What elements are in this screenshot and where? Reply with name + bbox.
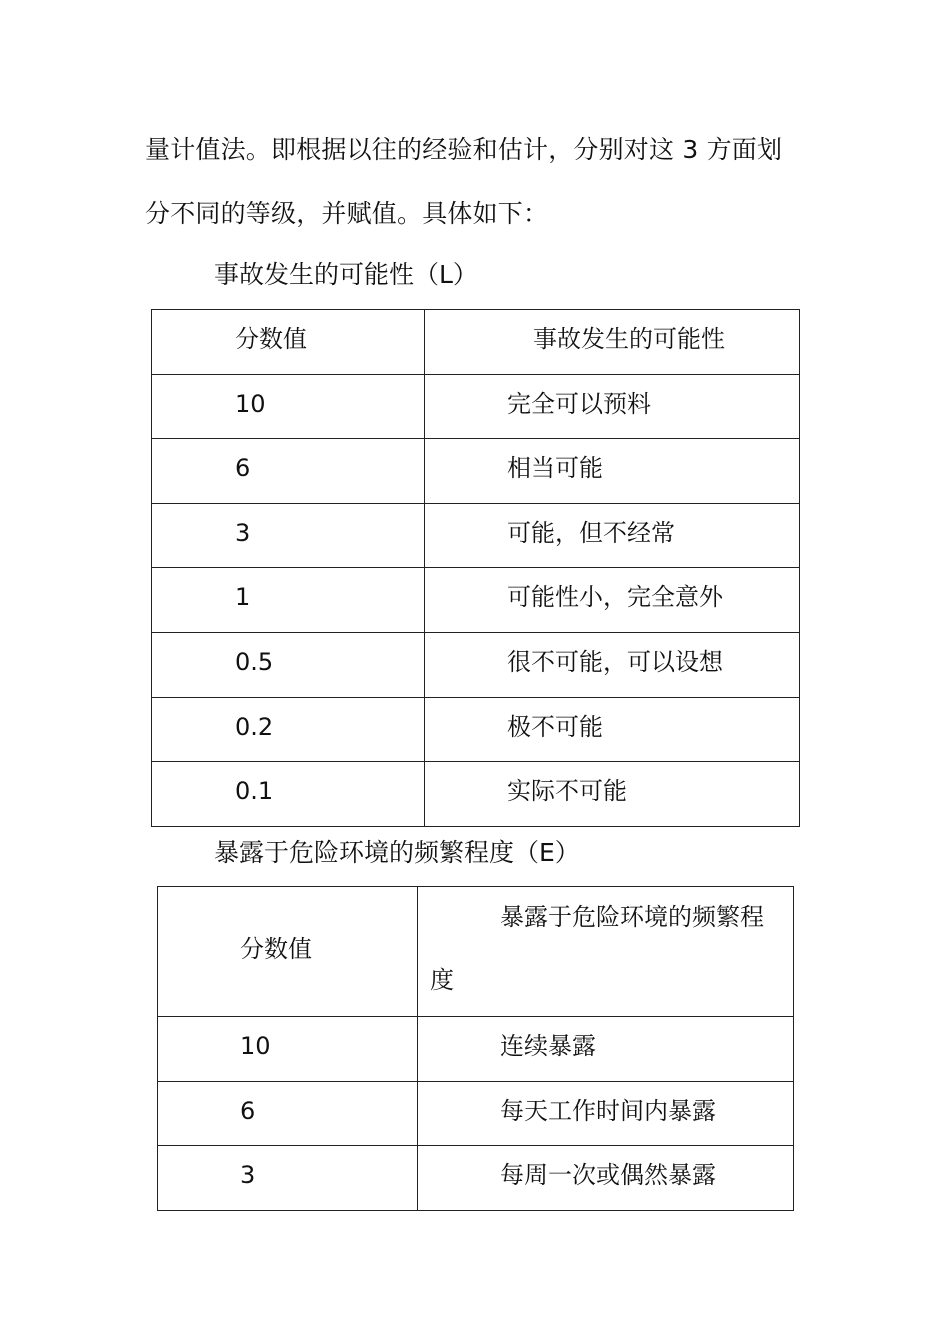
score-value: 0.5 xyxy=(235,647,274,676)
desc-value: 可能性小，完全意外 xyxy=(507,583,723,612)
score-value: 3 xyxy=(235,518,251,547)
table-e-caption: 暴露于危险环境的频繁程度（E） xyxy=(214,838,580,867)
exposure-frequency-table xyxy=(157,886,794,1211)
score-value: 0.1 xyxy=(235,777,274,806)
score-cell xyxy=(158,1017,418,1082)
score-value: 0.2 xyxy=(235,712,274,741)
intro-line-1: 量计值法。即根据以往的经验和估计，分别对这 3 方面划 xyxy=(145,135,783,164)
score-cell xyxy=(152,632,425,697)
score-value: 10 xyxy=(240,1032,271,1060)
header-cell-score xyxy=(152,310,425,375)
score-value: 10 xyxy=(235,389,266,418)
desc-cell xyxy=(425,439,800,504)
score-cell xyxy=(152,697,425,762)
desc-cell xyxy=(425,374,800,439)
table-row xyxy=(152,439,800,504)
desc-cell xyxy=(425,697,800,762)
table-row xyxy=(152,762,800,827)
table-row xyxy=(152,503,800,568)
desc-cell xyxy=(425,762,800,827)
likelihood-table xyxy=(151,309,800,827)
score-value: 6 xyxy=(235,454,251,483)
score-cell xyxy=(152,439,425,504)
desc-value: 完全可以预料 xyxy=(507,389,651,418)
desc-cell xyxy=(418,1017,794,1082)
header-cell-score xyxy=(158,887,418,1017)
desc-value: 实际不可能 xyxy=(507,777,627,806)
score-cell xyxy=(158,1146,418,1211)
desc-cell xyxy=(425,503,800,568)
desc-value: 每周一次或偶然暴露 xyxy=(500,1161,716,1189)
table-row xyxy=(158,1081,794,1146)
desc-cell xyxy=(418,1146,794,1211)
table-header-row xyxy=(158,887,794,1017)
intro-line-2: 分不同的等级，并赋值。具体如下： xyxy=(145,199,549,228)
table-l-caption: 事故发生的可能性（L） xyxy=(214,260,478,289)
table-header-row xyxy=(152,310,800,375)
desc-cell xyxy=(425,568,800,633)
desc-value: 可能，但不经常 xyxy=(507,518,675,547)
desc-value: 每天工作时间内暴露 xyxy=(500,1096,716,1125)
table-row xyxy=(158,1146,794,1211)
score-cell xyxy=(152,374,425,439)
desc-value: 连续暴露 xyxy=(500,1032,596,1060)
desc-cell xyxy=(425,632,800,697)
desc-cell xyxy=(418,1081,794,1146)
table-row xyxy=(158,1017,794,1082)
score-value: 1 xyxy=(235,583,251,612)
table-row xyxy=(152,632,800,697)
header-score-label: 分数值 xyxy=(235,325,307,353)
desc-value: 相当可能 xyxy=(507,454,603,483)
header-desc-label-line-2: 度 xyxy=(430,966,454,994)
score-cell xyxy=(152,503,425,568)
header-cell-desc xyxy=(425,310,800,375)
desc-value: 很不可能，可以设想 xyxy=(507,647,723,676)
score-cell xyxy=(152,568,425,633)
score-value: 3 xyxy=(240,1161,256,1189)
header-cell-desc xyxy=(418,887,794,1017)
score-cell xyxy=(158,1081,418,1146)
score-value: 6 xyxy=(240,1096,256,1125)
header-desc-label: 事故发生的可能性 xyxy=(533,325,725,353)
desc-value: 极不可能 xyxy=(507,712,603,741)
header-desc-label-line-1: 暴露于危险环境的频繁程 xyxy=(500,903,764,931)
header-score-label: 分数值 xyxy=(240,935,312,963)
table-row xyxy=(152,568,800,633)
table-row xyxy=(152,374,800,439)
score-cell xyxy=(152,762,425,827)
table-row xyxy=(152,697,800,762)
